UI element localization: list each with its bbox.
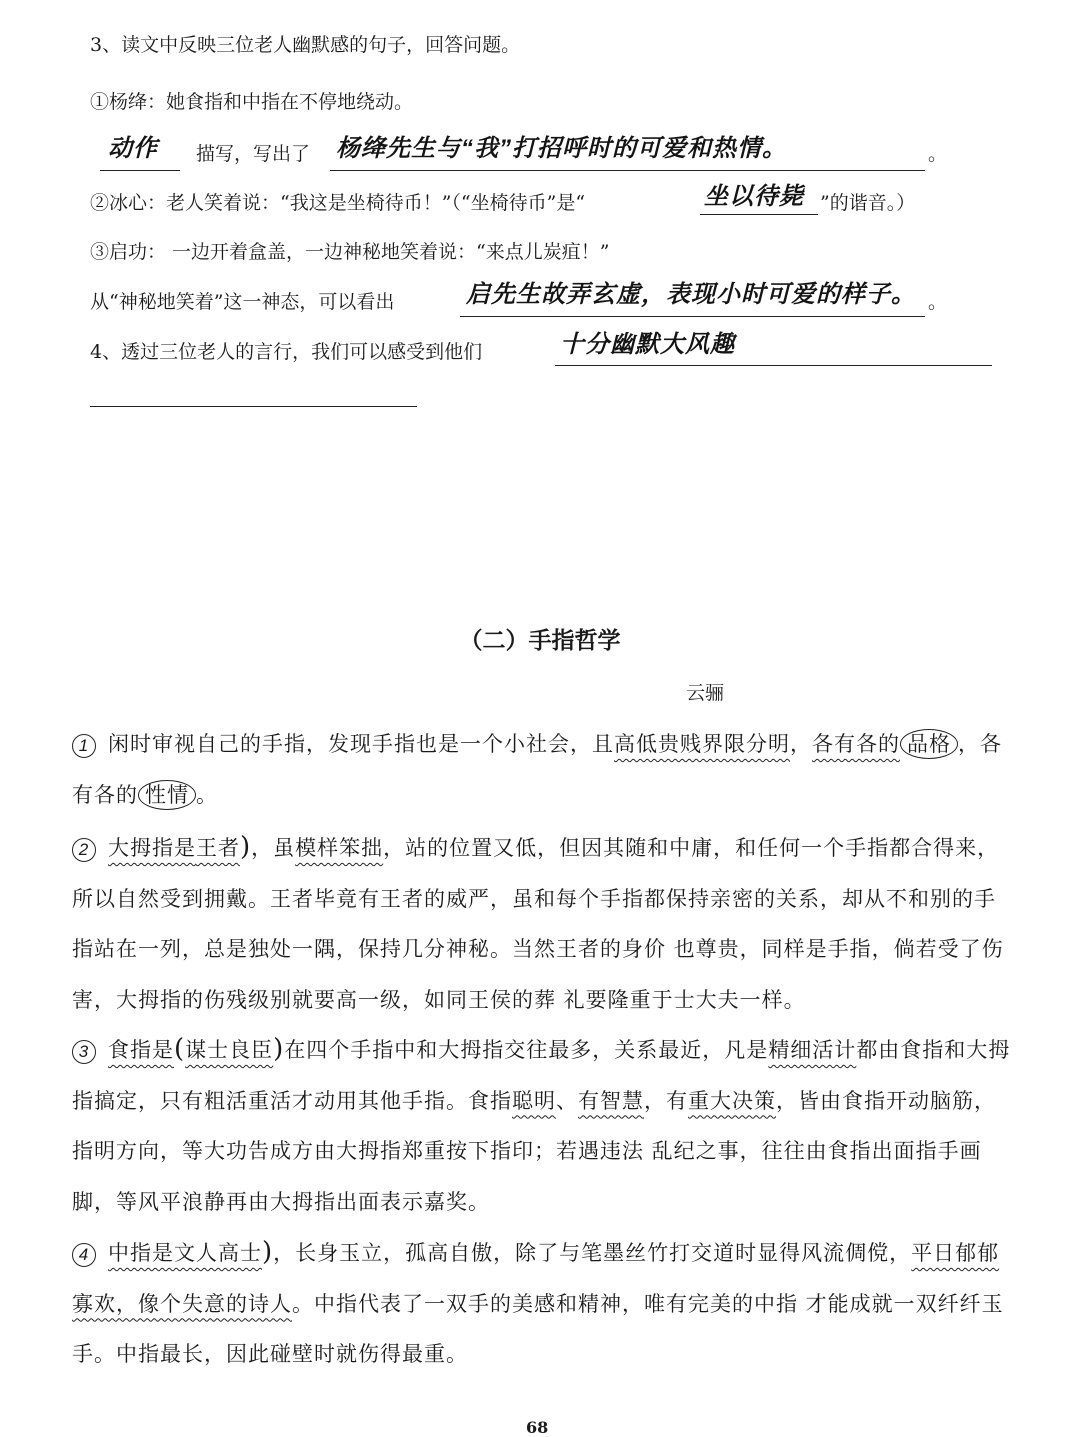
answer-line-item1-b	[330, 170, 925, 171]
circled-word: 品格	[900, 729, 958, 759]
answer-line-item1-a	[100, 170, 180, 171]
paragraph-marker-1: 1	[72, 734, 96, 758]
answer-line-q4	[555, 365, 992, 366]
q3-item1-mid: 描写，写出了	[196, 143, 311, 165]
annotated-phrase: 各有各的	[812, 732, 900, 756]
handwritten-answer-item1-a: 动作	[108, 135, 158, 162]
annotated-phrase: 中指是文人高士	[108, 1241, 262, 1265]
paragraph-3: 3 食指是(谋士良臣)在四个手指中和大拇指交往最多，关系最近，凡是精细活计都由食指和大拇指搞定，只有粗活重活才动用其他手指。食指聪明、有智慧，有重大决策，皆由食指开动脑筋，指明方向，等大功告成方由大拇指郑重按下指印；若遇违法 乱纪之事，往往由食指出面指手画脚，等风平浪静再由大拇指出面表示嘉奖。	[72, 1034, 1011, 1214]
q3-item3-text: ③启功： 一边开着盒盖，一边神秘地笑着说：“来点儿炭疽！”	[90, 241, 610, 263]
annotated-phrase: 王者	[196, 836, 240, 860]
annotated-phrase: 平日郁郁寡欢，像个失意的诗人	[72, 1241, 1000, 1316]
page-number: 68	[526, 1418, 549, 1437]
annotated-phrase: 模样笨拙	[295, 836, 384, 860]
handwritten-answer-item1-b: 杨绛先生与“我”打招呼时的可爱和热情。	[336, 135, 787, 162]
q3-item2-pre: ②冰心：老人笑着说：“我这是坐椅待币！”（“坐椅待币”是“	[90, 192, 586, 214]
handwritten-answer-item3: 启先生故弄玄虚，表现小时可爱的样子。	[466, 281, 916, 308]
answer-line-q4-continued	[90, 406, 417, 407]
annotated-phrase: 聪明	[512, 1088, 556, 1113]
annotated-phrase: 大拇指是	[108, 836, 196, 860]
annotated-phrase: 精细活计	[768, 1038, 857, 1062]
handwritten-answer-q4: 十分幽默大风趣	[560, 331, 735, 358]
answer-line-item3	[460, 316, 925, 317]
q3-prompt: 3、读文中反映三位老人幽默感的句子，回答问题。	[90, 34, 521, 56]
article-title: （二）手指哲学	[459, 627, 621, 654]
annotated-phrase: 谋士良臣	[185, 1038, 274, 1062]
annotated-phrase: 重大决策	[688, 1088, 776, 1113]
annotated-phrase: 食指是	[108, 1038, 174, 1062]
paragraph-4: 4 中指是文人高士)，长身玉立，孤高自傲，除了与笔墨丝竹打交道时显得风流倜傥，平日郁郁寡欢，像个失意的诗人。中指代表了一双手的美感和精神，唯有完美的中指 才能成就一双纤纤玉手。中指最长，因此碰壁时就伤得最重。	[72, 1237, 1004, 1366]
q4-prompt: 4、透过三位老人的言行，我们可以感受到他们	[90, 341, 483, 363]
answer-line-item2	[700, 214, 818, 215]
circled-word: 性情	[138, 780, 196, 810]
q3-item3-pre: 从“神秘地笑着”这一神态，可以看出	[90, 291, 395, 313]
article-author: 云骊	[686, 682, 725, 704]
paragraph-2: 2 大拇指是王者)，虽模样笨拙，站的位置又低，但因其随和中庸，和任何一个手指都合得来，所以自然受到拥戴。王者毕竟有王者的威严，虽和每个手指都保持亲密的关系，却从不和别的手指站在一列，总是独处一隅，保持几分神秘。当然王者的身价 也尊贵，同样是手指，倘若受了伤害，大拇指的伤残级别就要高一级，如同王侯的葬 礼要隆重于士大夫一样。	[72, 832, 1004, 1012]
paragraph-marker-4: 4	[72, 1243, 96, 1267]
annotated-phrase: 高低贵贱界限分明	[614, 732, 790, 756]
paragraph-1: 1 闲时审视自己的手指，发现手指也是一个小社会，且高低贵贱界限分明，各有各的 品格 ，各有各的 性情 。	[72, 719, 1017, 820]
paragraph-marker-2: 2	[72, 838, 96, 862]
q3-item2-post: ”的谐音。）	[820, 192, 916, 214]
handwritten-answer-item2: 坐以待毙	[704, 183, 804, 210]
paragraph-marker-3: 3	[72, 1040, 96, 1064]
annotated-phrase: 有智慧	[578, 1088, 644, 1113]
q3-item1-text: ①杨绛：她食指和中指在不停地绕动。	[90, 91, 414, 113]
q3-item1-end: 。	[928, 143, 948, 165]
q3-item3-end: 。	[928, 291, 948, 313]
